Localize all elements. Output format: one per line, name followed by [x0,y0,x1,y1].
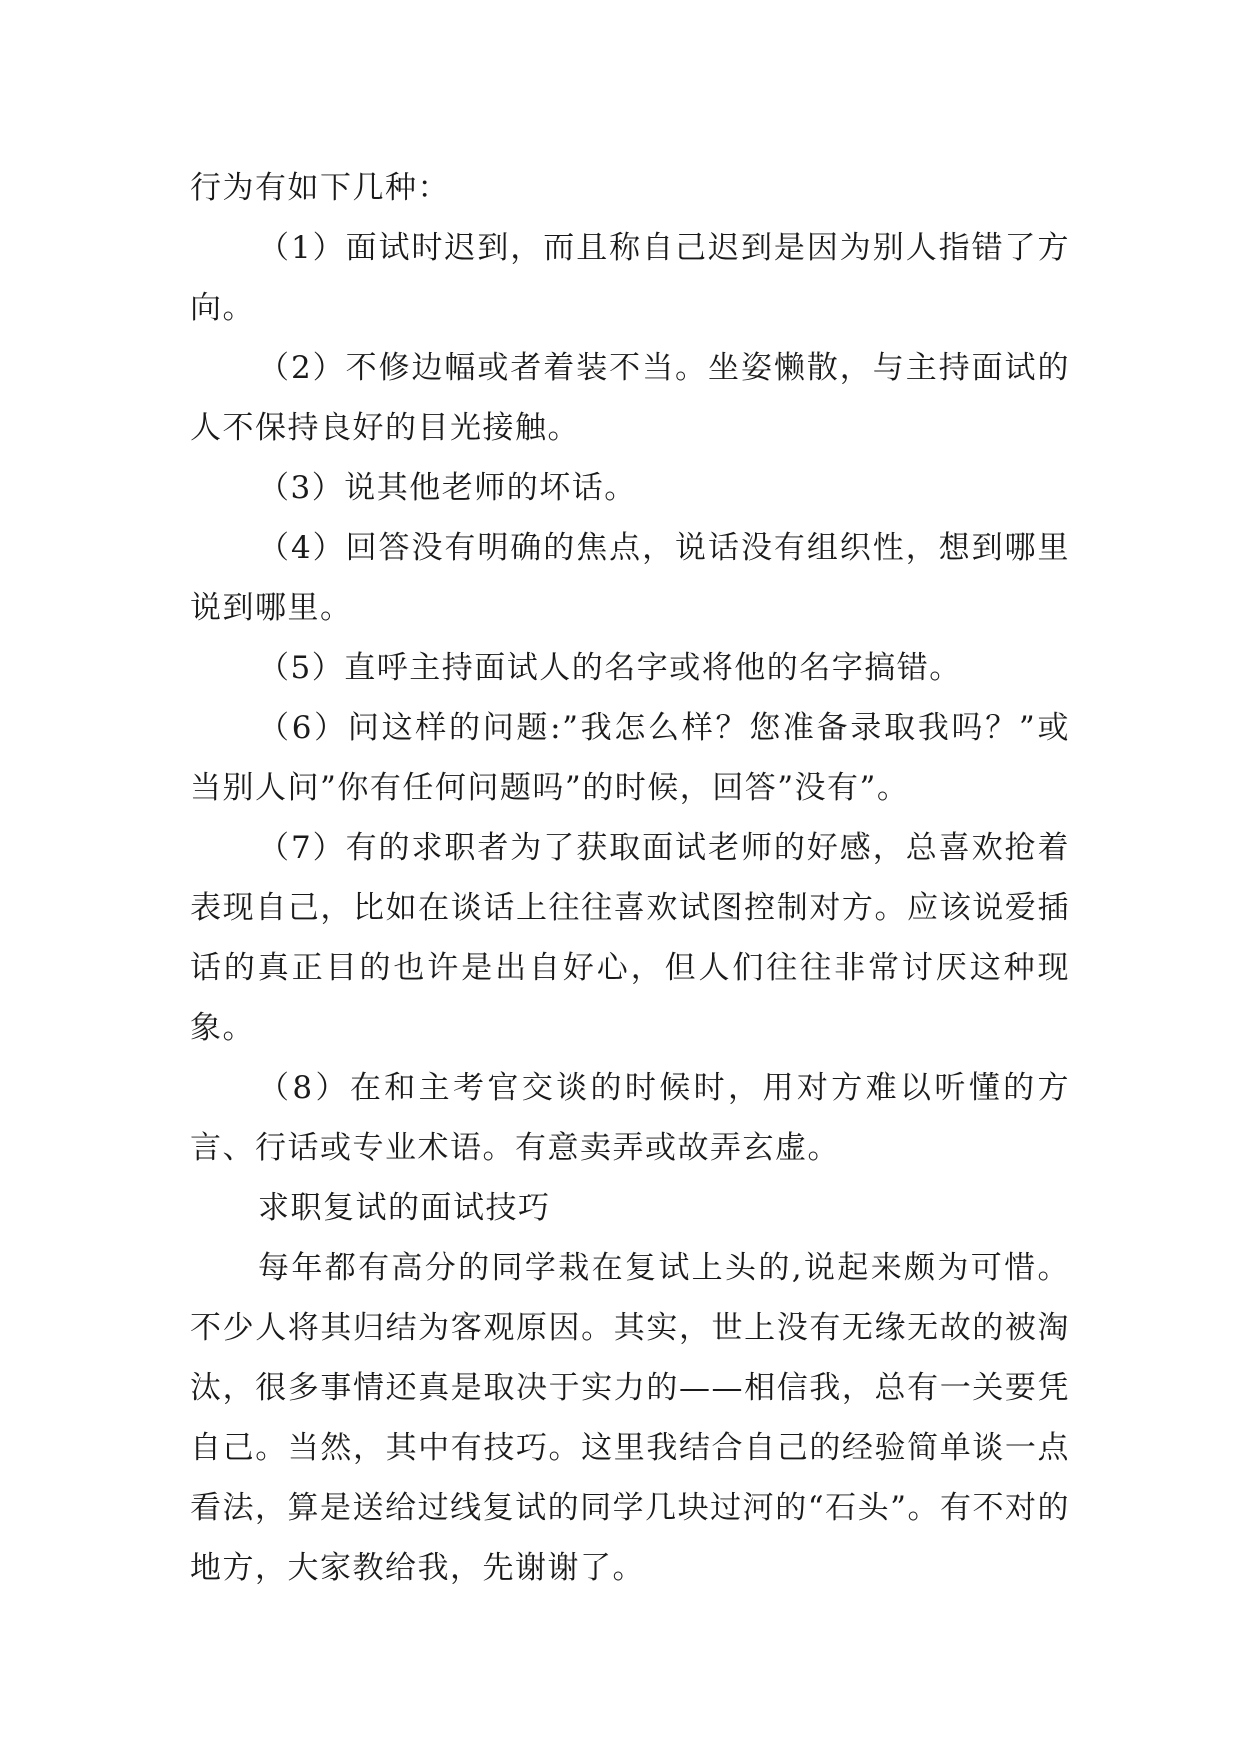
paragraph-intro: 行为有如下几种： [190,170,450,206]
list-item: （3）说其他老师的坏话。 [258,470,637,506]
paragraph-body: 每年都有高分的同学栽在复试上头的,说起来颇为可惜。不少人将其归结为客观原因。其实，世上没有无缘无故的被淘汰，很多事情还真是取决于实力的——相信我，总有一关要凭自己。当然，其中有技巧。这里我结合自己的经验简单谈一点看法，算是送给过线复试的同学几块过河的“石头”。有不对的地方，大家教给我，先谢谢了。 [190,1250,1070,1586]
list-item: （4）回答没有明确的焦点，说话没有组织性，想到哪里说到哪里。 [190,530,1070,626]
list-item: （5）直呼主持面试人的名字或将他的名字搞错。 [258,650,962,686]
document-body [190,158,1070,1598]
list-item: （7）有的求职者为了获取面试老师的好感，总喜欢抢着表现自己，比如在谈话上往往喜欢试图控制对方。应该说爱插话的真正目的也许是出自好心，但人们往往非常讨厌这种现象。 [190,830,1070,1046]
list-item: （1）面试时迟到，而且称自己迟到是因为别人指错了方向。 [190,230,1070,326]
section-heading: 求职复试的面试技巧 [258,1190,551,1226]
list-item: （8）在和主考官交谈的时候时，用对方难以听懂的方言、行话或专业术语。有意卖弄或故弄玄虚。 [190,1070,1070,1166]
list-item: （2）不修边幅或者着装不当。坐姿懒散，与主持面试的人不保持良好的目光接触。 [190,350,1070,446]
list-item: （6）问这样的问题:”我怎么样？您准备录取我吗？”或当别人问”你有任何问题吗”的时候，回答”没有”。 [190,710,1070,806]
